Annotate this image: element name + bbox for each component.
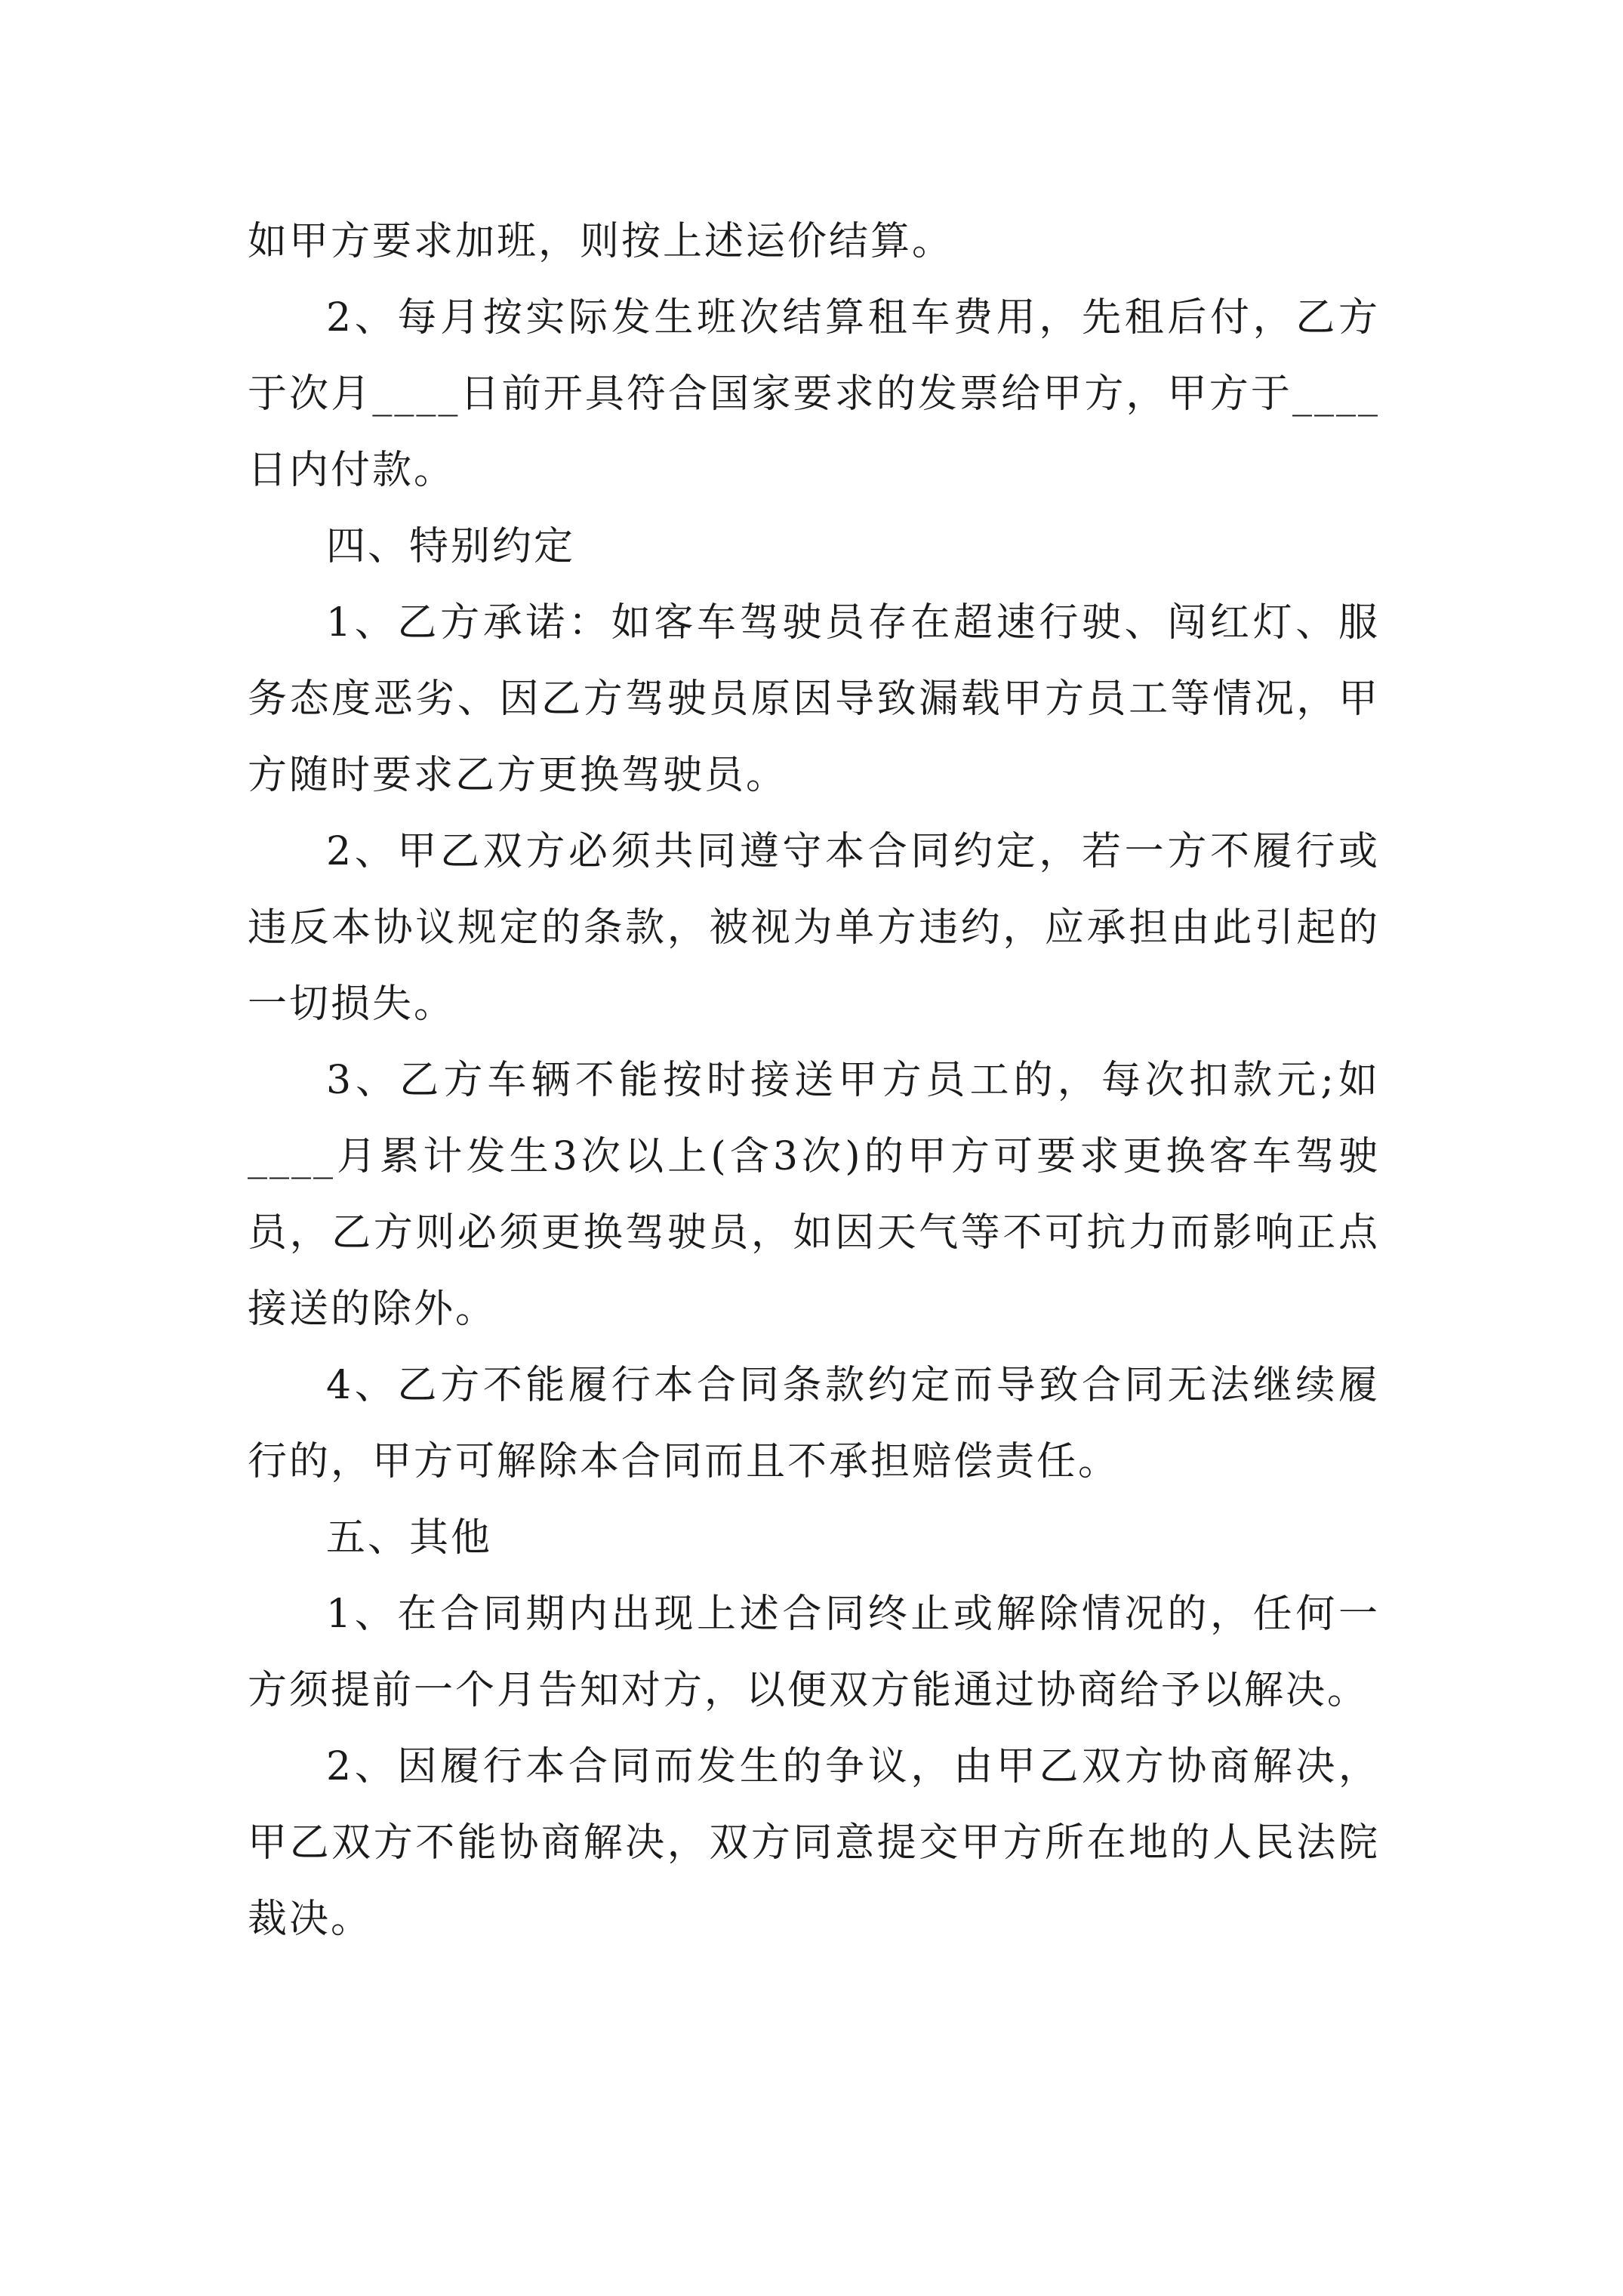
paragraph-driver-commitment: 1、乙方承诺：如客车驾驶员存在超速行驶、闯红灯、服务态度恶劣、因乙方驾驶员原因导致漏载甲方员工等情况，甲方随时要求乙方更换驾驶员。 (248, 600, 1380, 798)
paragraph-mutual-compliance: 2、甲乙双方必须共同遵守本合同约定，若一方不履行或违反本协议规定的条款，被视为单方违约，应承担由此引起的一切损失。 (248, 829, 1380, 1027)
document-body (248, 204, 1380, 1958)
section-heading-special-agreements: 四、特别约定 (326, 524, 576, 569)
paragraph-late-pickup-penalty: 3、乙方车辆不能按时接送甲方员工的，每次扣款元;如____月累计发生3次以上(含3次)的甲方可要求更换客车驾驶员，乙方则必须更换驾驶员，如因天气等不可抗力而影响正点接送的除外。 (248, 1058, 1380, 1332)
paragraph-advance-notice: 1、在合同期内出现上述合同终止或解除情况的，任何一方须提前一个月告知对方，以便双方能通过协商给予以解决。 (248, 1592, 1380, 1713)
section-heading-other: 五、其他 (326, 1515, 493, 1561)
paragraph-overtime-pricing: 如甲方要求加班，则按上述运价结算。 (248, 219, 954, 264)
paragraph-dispute-resolution: 2、因履行本合同而发生的争议，由甲乙双方协商解决，甲乙双方不能协商解决，双方同意提交甲方所在地的人民法院裁决。 (248, 1744, 1380, 1942)
paragraph-contract-termination: 4、乙方不能履行本合同条款约定而导致合同无法继续履行的，甲方可解除本合同而且不承担赔偿责任。 (248, 1363, 1380, 1484)
paragraph-billing-settlement: 2、每月按实际发生班次结算租车费用，先租后付，乙方于次月____日前开具符合国家要求的发票给甲方，甲方于____日内付款。 (248, 295, 1380, 493)
